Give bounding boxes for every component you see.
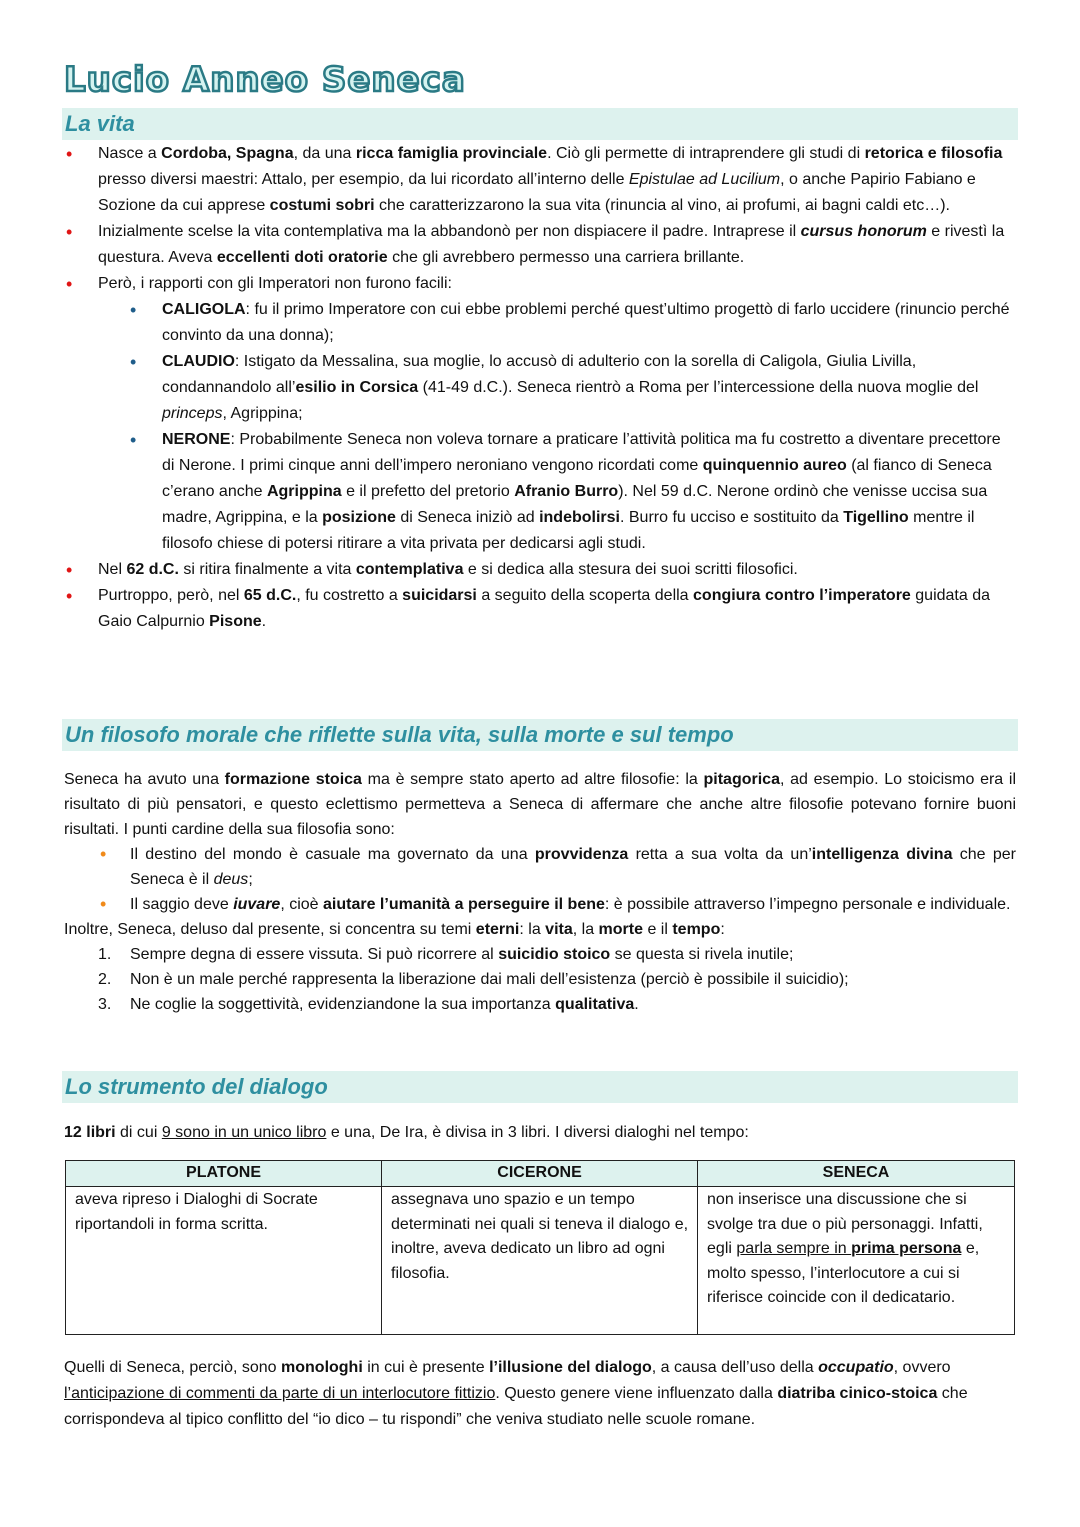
page-title: Lucio Anneo Seneca xyxy=(64,60,466,100)
section-filosofo-body xyxy=(64,767,1016,1017)
section-heading-dialogo: Lo strumento del dialogo xyxy=(62,1071,1018,1103)
table-header-row xyxy=(66,1161,1015,1187)
bullet-nascita: • Nasce a Cordoba, Spagna, da una ricca famiglia provinciale. Ciò gli permette di intraprendere gli studi di retorica e filosofia presso diversi maestri: Attalo, per esempio, da lui ricordato all’interno delle Epistulae ad Lucilium, o anche Papirio Fabiano e Sozione da cui apprese costumi sobri che caratterizzarono la sua vita (rinuncia al vino, ai profumi, ai bagni caldi etc…). xyxy=(64,141,1016,219)
bullet-imperatori: • Però, i rapporti con gli Imperatori non furono facili: xyxy=(64,271,1016,297)
section-heading-filosofo-morale: Un filosofo morale che riflette sulla vita, sulla morte e sul tempo xyxy=(62,719,1018,751)
column-header-cicerone: CICERONE xyxy=(382,1161,698,1187)
bullet-cursus-honorum: • Inizialmente scelse la vita contemplativa ma la abbandonò per non dispiacere il padre. Intraprese il cursus honorum e rivestì la questura. Aveva eccellenti doti oratorie che gli avrebbero permesso una carriera brillante. xyxy=(64,219,1016,271)
column-header-platone: PLATONE xyxy=(66,1161,382,1187)
table-cell-platone: aveva ripreso i Dialoghi di Socrate riportandoli in forma scritta. xyxy=(66,1187,382,1335)
bullet-morte: • Purtroppo, però, nel 65 d.C., fu costretto a suicidarsi a seguito della scoperta della congiura contro l’imperatore guidata da Gaio Calpurnio Pisone. xyxy=(64,583,1016,635)
sub-bullet-caligola: • CALIGOLA: fu il primo Imperatore con cui ebbe problemi perché quest’ultimo progettò di farlo uccidere (rinuncio perché convinto da una donna); xyxy=(64,297,1016,349)
dialogues-comparison-table xyxy=(65,1160,1015,1335)
bullet-saggio: • Il saggio deve iuvare, cioè aiutare l’umanità a perseguire il bene: è possibile attraverso l’impegno personale e individuale. xyxy=(64,892,1016,917)
paragraph-formazione-stoica: Seneca ha avuto una formazione stoica ma è sempre stato aperto ad altre filosofie: la pitagorica, ad esempio. Lo stoicismo era il risultato di più pensatori, e questo eclettismo permetteva a Seneca di affermare che anche altre filosofie potevano fornire buoni risultati. I punti cardine della sua filosofia sono: xyxy=(64,771,1017,838)
section-la-vita-body xyxy=(64,141,1016,635)
numbered-item-tempo: 3. Ne coglie la soggettività, evidenziandone la sua importanza qualitativa. xyxy=(98,996,639,1013)
paragraph-temi-eterni: Inoltre, Seneca, deluso dal presente, si concentra su temi eterni: la vita, la morte e il tempo: xyxy=(64,921,725,938)
table-cell-seneca: non inserisce una discussione che si svolge tra due o più personaggi. Infatti, egli parla sempre in prima persona e, molto spesso, l’interlocutore a cui si riferisce coincide con il dedicatario. xyxy=(698,1187,1015,1335)
paragraph-monologhi: Quelli di Seneca, perciò, sono monologhi in cui è presente l’illusione del dialogo, a causa dell’uso della occupatio, ovvero l’anticipazione di commenti da parte di un interlocutore fittizio. Questo genere viene influenzato dalla diatriba cinico-stoica che corrispondeva al tipico conflitto del “io dico – tu rispondi” che veniva studiato nelle scuole romane. xyxy=(64,1359,968,1428)
numbered-item-vita: 1. Sempre degna di essere vissuta. Si può ricorrere al suicidio stoico se questa si rivela inutile; xyxy=(98,946,794,963)
numbered-item-morte: 2. Non è un male perché rappresenta la liberazione dai mali dell’esistenza (perciò è possibile il suicidio); xyxy=(98,971,849,988)
sub-bullet-nerone: • NERONE: Probabilmente Seneca non voleva tornare a praticare l’attività politica ma fu costretto a diventare precettore di Nerone. I primi cinque anni dell’impero neroniano vengono ricordati come quinquennio aureo (al fianco di Seneca c’erano anche Agrippina e il prefetto del pretorio Afranio Burro). Nel 59 d.C. Nerone ordinò che venisse uccisa sua madre, Agrippina, e la posizione di Seneca iniziò ad indebolirsi. Burro fu ucciso e sostituito da Tigellino mentre il filosofo chiese di potersi ritirare a vita privata per dedicarsi agli studi. xyxy=(64,427,1016,557)
section-heading-la-vita: La vita xyxy=(62,108,1018,140)
table-row xyxy=(66,1187,1015,1335)
table-cell-cicerone: assegnava uno spazio e un tempo determinati nei quali si teneva il dialogo e, inoltre, aveva dedicato un libro ad ogni filosofia. xyxy=(382,1187,698,1335)
bullet-ritiro: • Nel 62 d.C. si ritira finalmente a vita contemplativa e si dedica alla stesura dei suoi scritti filosofici. xyxy=(64,557,1016,583)
column-header-seneca: SENECA xyxy=(698,1161,1015,1187)
sub-bullet-claudio: • CLAUDIO: Istigato da Messalina, sua moglie, lo accusò di adulterio con la sorella di Caligola, Giulia Livilla, condannandolo all’esilio in Corsica (41-49 d.C.). Seneca rientrò a Roma per l’intercessione della nuova moglie del princeps, Agrippina; xyxy=(64,349,1016,427)
bullet-provvidenza: • Il destino del mondo è casuale ma governato da una provvidenza retta a sua volta da un’intelligenza divina che per Seneca è il deus; xyxy=(64,842,1016,892)
paragraph-dodici-libri: 12 libri di cui 9 sono in un unico libro e una, De Ira, è divisa in 3 libri. I diversi dialoghi nel tempo: xyxy=(64,1124,749,1141)
